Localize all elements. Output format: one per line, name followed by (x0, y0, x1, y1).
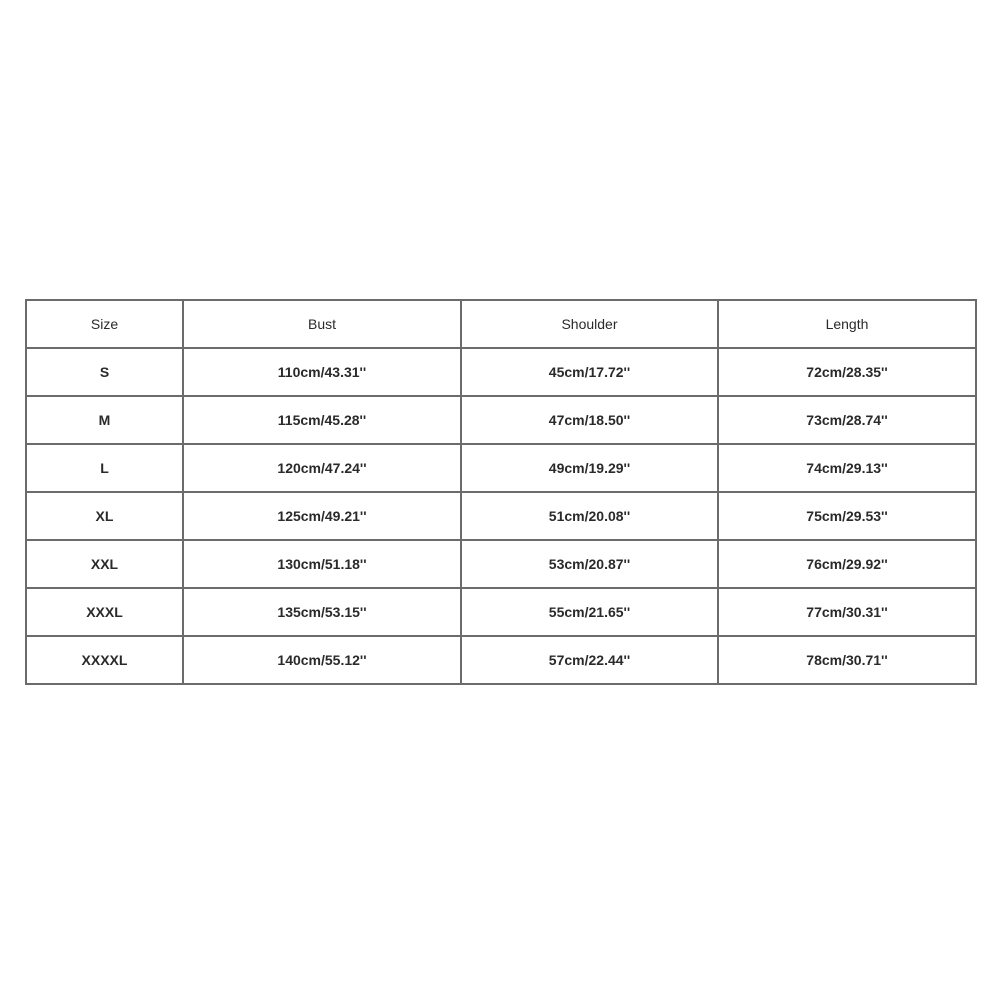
bust-cell: 120cm/47.24'' (183, 444, 461, 492)
size-cell: XXXL (26, 588, 183, 636)
size-cell: XXL (26, 540, 183, 588)
size-chart-body (26, 348, 976, 684)
length-cell: 77cm/30.31'' (718, 588, 976, 636)
shoulder-cell: 45cm/17.72'' (461, 348, 718, 396)
shoulder-cell: 55cm/21.65'' (461, 588, 718, 636)
shoulder-cell: 57cm/22.44'' (461, 636, 718, 684)
length-cell: 72cm/28.35'' (718, 348, 976, 396)
table-row (26, 348, 976, 396)
shoulder-cell: 51cm/20.08'' (461, 492, 718, 540)
size-cell: L (26, 444, 183, 492)
bust-cell: 115cm/45.28'' (183, 396, 461, 444)
bust-cell: 140cm/55.12'' (183, 636, 461, 684)
size-cell: XL (26, 492, 183, 540)
size-cell: XXXXL (26, 636, 183, 684)
table-row (26, 636, 976, 684)
header-size: Size (26, 300, 183, 348)
table-row (26, 492, 976, 540)
table-row (26, 444, 976, 492)
bust-cell: 130cm/51.18'' (183, 540, 461, 588)
bust-cell: 110cm/43.31'' (183, 348, 461, 396)
length-cell: 78cm/30.71'' (718, 636, 976, 684)
bust-cell: 135cm/53.15'' (183, 588, 461, 636)
table-row (26, 540, 976, 588)
shoulder-cell: 53cm/20.87'' (461, 540, 718, 588)
size-cell: M (26, 396, 183, 444)
size-chart-table (25, 299, 977, 685)
bust-cell: 125cm/49.21'' (183, 492, 461, 540)
table-row (26, 396, 976, 444)
header-shoulder: Shoulder (461, 300, 718, 348)
header-row (26, 300, 976, 348)
shoulder-cell: 47cm/18.50'' (461, 396, 718, 444)
length-cell: 76cm/29.92'' (718, 540, 976, 588)
size-cell: S (26, 348, 183, 396)
size-chart-header (26, 300, 976, 348)
length-cell: 75cm/29.53'' (718, 492, 976, 540)
length-cell: 73cm/28.74'' (718, 396, 976, 444)
length-cell: 74cm/29.13'' (718, 444, 976, 492)
header-bust: Bust (183, 300, 461, 348)
table-row (26, 588, 976, 636)
shoulder-cell: 49cm/19.29'' (461, 444, 718, 492)
header-length: Length (718, 300, 976, 348)
